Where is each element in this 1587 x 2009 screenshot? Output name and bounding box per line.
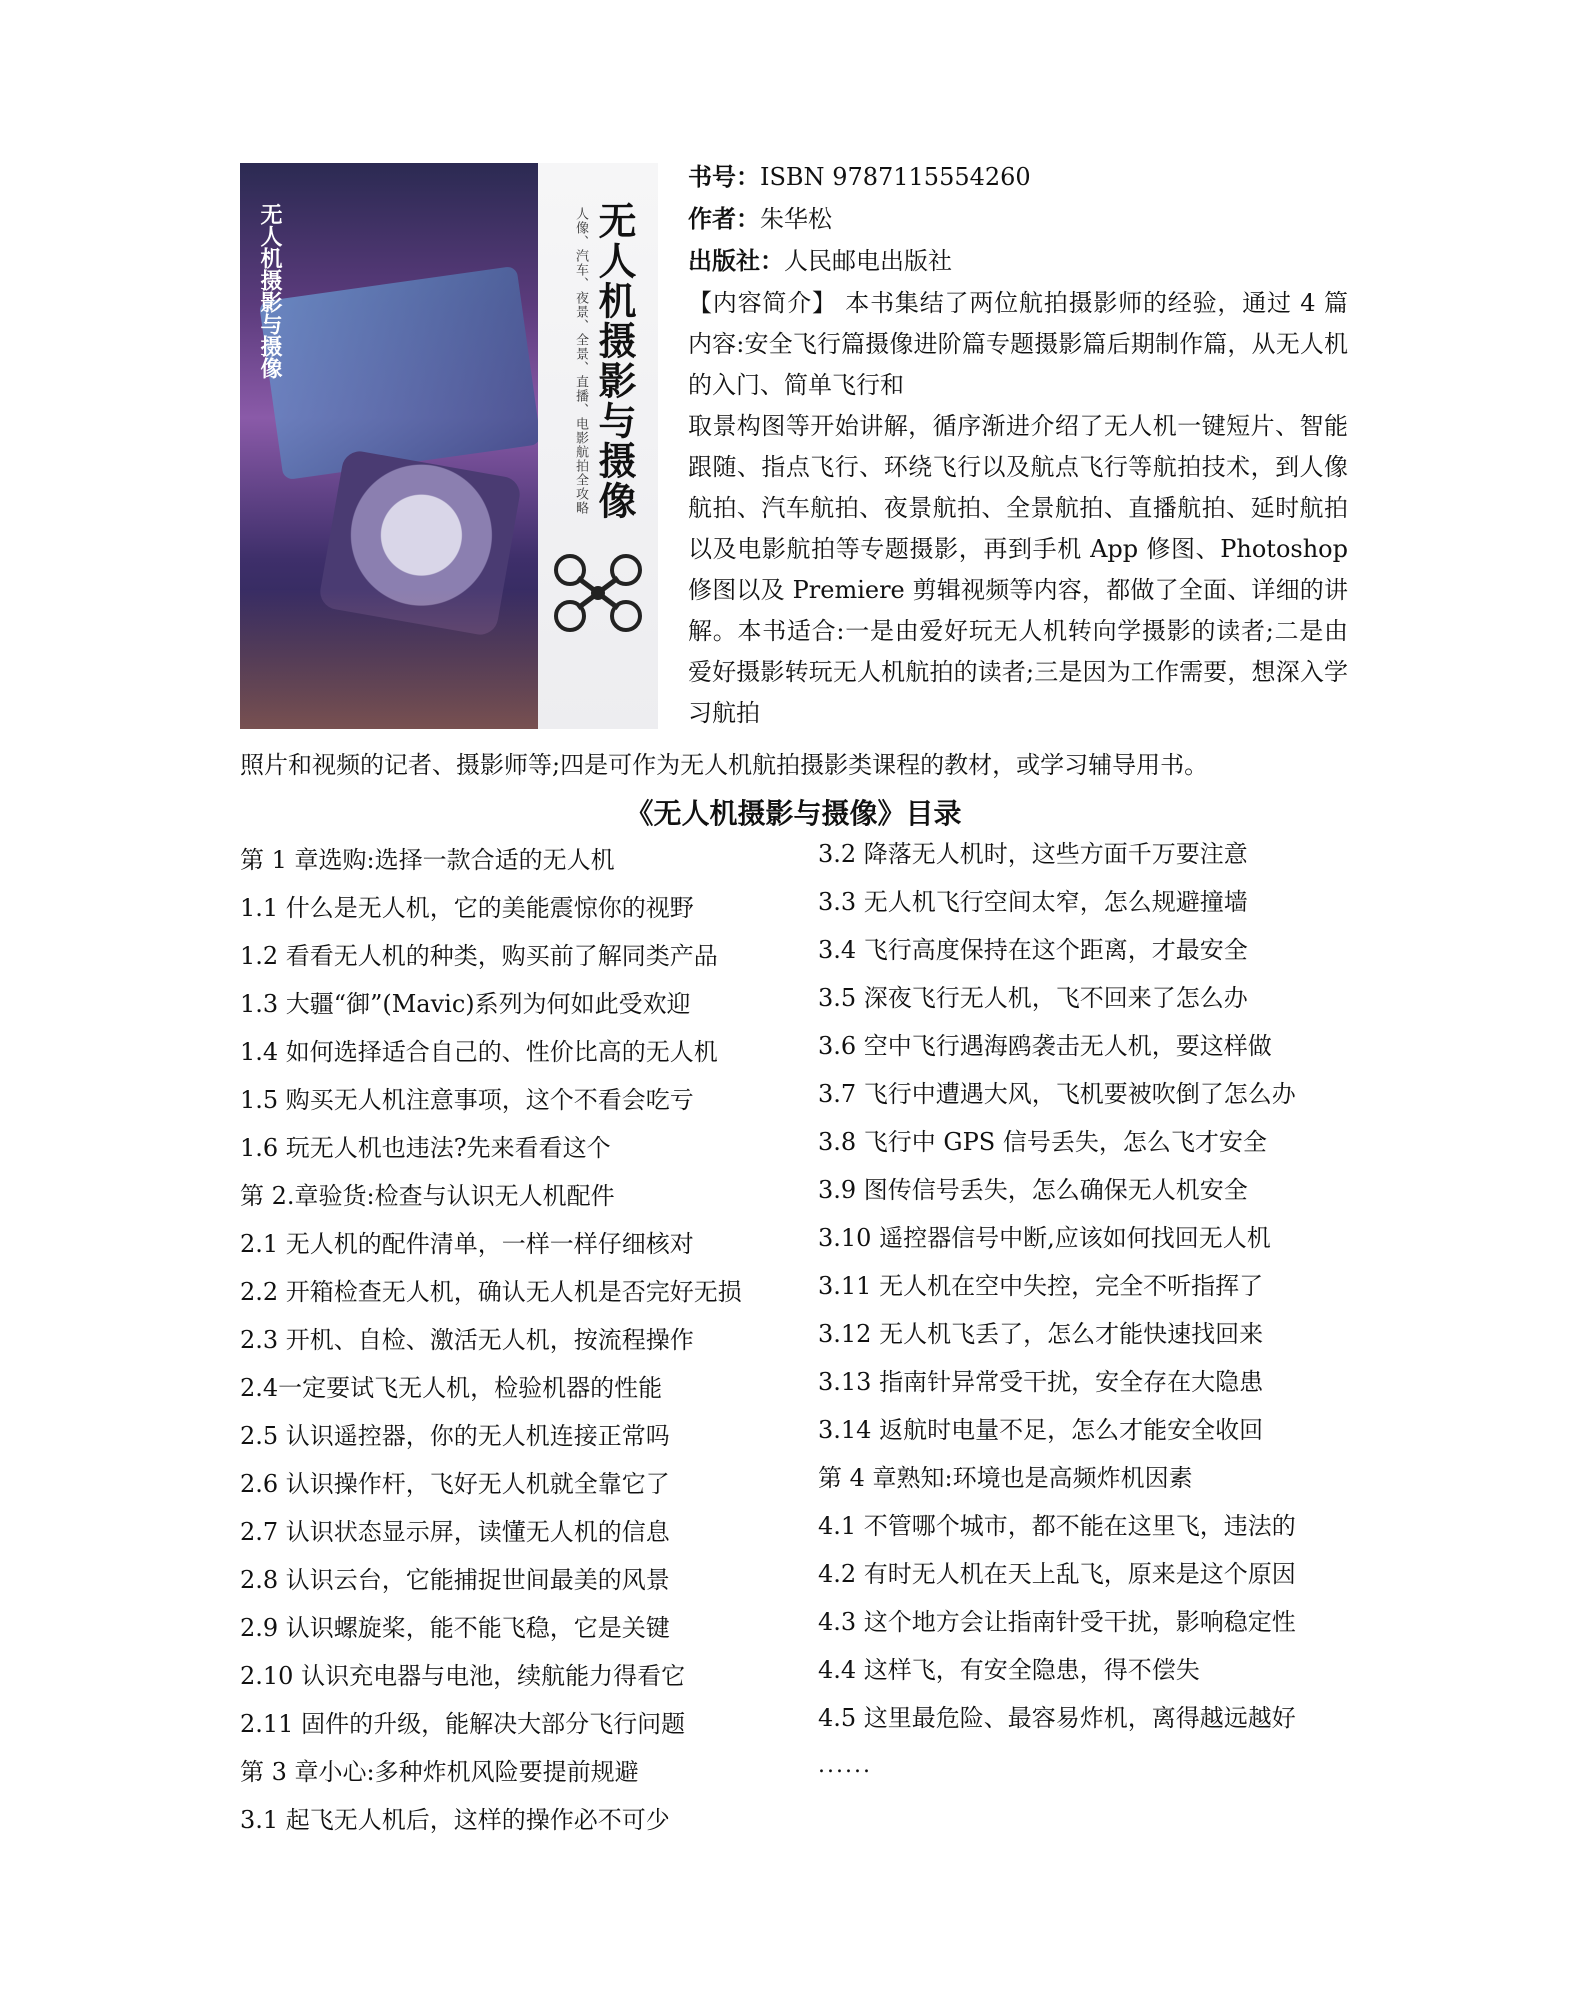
book-info — [688, 156, 1348, 282]
toc-title: 《无人机摄影与摄像》目录 — [625, 797, 962, 830]
drone-icon — [548, 548, 648, 638]
toc-entry: 1.1 什么是无人机，它的美能震惊你的视野 — [240, 894, 694, 922]
cover-title: 无人机摄影与摄像 — [592, 201, 636, 521]
toc-entry: 1.3 大疆“御”(Mavic)系列为何如此受欢迎 — [240, 990, 691, 1018]
toc-entry: 1.2 看看无人机的种类，购买前了解同类产品 — [240, 942, 718, 970]
toc-right-column — [818, 834, 1358, 1786]
toc-entry: 1.6 玩无人机也违法?先来看看这个 — [240, 1134, 611, 1162]
toc-entry: 3.3 无人机飞行空间太窄，怎么规避撞墙 — [818, 888, 1248, 916]
toc-entry: 4.1 不管哪个城市，都不能在这里飞，违法的 — [818, 1512, 1296, 1540]
book-description — [688, 283, 1348, 734]
description-paragraph-1: 【内容简介】 本书集结了两位航拍摄影师的经验，通过 4 篇内容:安全飞行篇摄像进阶篇专题摄影篇后期制作篇，从无人机的入门、简单飞行和 — [688, 289, 1348, 399]
toc-entry: 3.6 空中飞行遇海鸥袭击无人机，要这样做 — [818, 1032, 1272, 1060]
toc-entry: 2.2 开箱检查无人机，确认无人机是否完好无损 — [240, 1278, 742, 1306]
isbn-value: ISBN 9787115554260 — [760, 163, 1031, 191]
toc-entry: 4.2 有时无人机在天上乱飞，原来是这个原因 — [818, 1560, 1296, 1588]
toc-entry: 第 1 章选购:选择一款合适的无人机 — [240, 846, 615, 874]
toc-entry: 3.9 图传信号丢失，怎么确保无人机安全 — [818, 1176, 1248, 1204]
toc-entry: 3.5 深夜飞行无人机，飞不回来了怎么办 — [818, 984, 1248, 1012]
toc-entry: 第 4 章熟知:环境也是高频炸机因素 — [818, 1464, 1193, 1492]
toc-entry: 4.4 这样飞，有安全隐患，得不偿失 — [818, 1656, 1200, 1684]
toc-entry: 2.11 固件的升级，能解决大部分飞行问题 — [240, 1710, 686, 1738]
toc-left-column — [240, 840, 780, 1848]
toc-entry: 3.11 无人机在空中失控，完全不听指挥了 — [818, 1272, 1264, 1300]
isbn-line — [688, 156, 1348, 198]
toc-entry: 2.4一定要试飞无人机，检验机器的性能 — [240, 1374, 663, 1402]
cover-spine-title: 无人机摄影与摄像 — [257, 203, 282, 379]
book-cover-image — [240, 163, 658, 729]
toc-entry: 3.7 飞行中遭遇大风，飞机要被吹倒了怎么办 — [818, 1080, 1296, 1108]
toc-ellipsis: ...... — [818, 1753, 872, 1778]
toc-entry: 3.2 降落无人机时，这些方面千万要注意 — [818, 840, 1248, 868]
toc-entry: 1.4 如何选择适合自己的、性价比高的无人机 — [240, 1038, 718, 1066]
toc-entry: 4.5 这里最危险、最容易炸机，离得越远越好 — [818, 1704, 1296, 1732]
toc-entry: 3.14 返航时电量不足，怎么才能安全收回 — [818, 1416, 1264, 1444]
toc-entry: 3.4 飞行高度保持在这个距离，才最安全 — [818, 936, 1248, 964]
cover-subtitle: 人像、汽车、夜景、全景、直播、电影航拍全攻略 — [573, 207, 588, 515]
toc-entry: 3.8 飞行中 GPS 信号丢失，怎么飞才安全 — [818, 1128, 1267, 1156]
toc-entry: 1.5 购买无人机注意事项，这个不看会吃亏 — [240, 1086, 694, 1114]
toc-entry: 2.5 认识遥控器，你的无人机连接正常吗 — [240, 1422, 670, 1450]
toc-entry: 3.10 遥控器信号中断,应该如何找回无人机 — [818, 1224, 1271, 1252]
author-label: 作者： — [688, 204, 760, 233]
toc-entry: 2.10 认识充电器与电池，续航能力得看它 — [240, 1662, 686, 1690]
publisher-value: 人民邮电出版社 — [784, 247, 952, 275]
author-line — [688, 198, 1348, 240]
description-paragraph-2: 取景构图等开始讲解，循序渐进介绍了无人机一键短片、智能跟随、指点飞行、环绕飞行以及航点飞行等航拍技术，到人像航拍、汽车航拍、夜景航拍、全景航拍、直播航拍、延时航拍以及电影航拍等专题摄影，再到手机 App 修图、Photoshop 修图以及 Premiere 剪辑视频等内容，都做了全面、详细的讲解。本书适合:一是由爱好玩无人机转向学摄影的读者;二是由爱好摄影转玩无人机航拍的读者;三是因为工作需要，想深入学习航拍 — [688, 412, 1348, 727]
toc-entry: 2.3 开机、自检、激活无人机，按流程操作 — [240, 1326, 694, 1354]
publisher-label: 出版社： — [688, 246, 784, 275]
author-value: 朱华松 — [760, 205, 832, 233]
toc-entry: 2.6 认识操作杆，飞好无人机就全靠它了 — [240, 1470, 670, 1498]
toc-entry: 第 2.章验货:检查与认识无人机配件 — [240, 1182, 615, 1210]
publisher-line — [688, 240, 1348, 282]
toc-entry: 4.3 这个地方会让指南针受干扰，影响稳定性 — [818, 1608, 1296, 1636]
toc-entry: 2.8 认识云台，它能捕捉世间最美的风景 — [240, 1566, 670, 1594]
description-tail: 照片和视频的记者、摄影师等;四是可作为无人机航拍摄影类课程的教材，或学习辅导用书。 — [240, 751, 1209, 779]
toc-entry: 2.7 认识状态显示屏，读懂无人机的信息 — [240, 1518, 670, 1546]
cover-building — [259, 266, 542, 480]
toc-entry: 第 3 章小心:多种炸机风险要提前规避 — [240, 1758, 639, 1786]
toc-entry: 3.13 指南针异常受干扰，安全存在大隐患 — [818, 1368, 1264, 1396]
cover-title-strip — [538, 163, 658, 729]
toc-entry: 2.1 无人机的配件清单，一样一样仔细核对 — [240, 1230, 694, 1258]
isbn-label: 书号： — [688, 162, 760, 191]
toc-entry: 3.1 起飞无人机后，这样的操作必不可少 — [240, 1806, 670, 1834]
toc-entry: 3.12 无人机飞丢了，怎么才能快速找回来 — [818, 1320, 1264, 1348]
toc-entry: 2.9 认识螺旋桨，能不能飞稳，它是关键 — [240, 1614, 670, 1642]
